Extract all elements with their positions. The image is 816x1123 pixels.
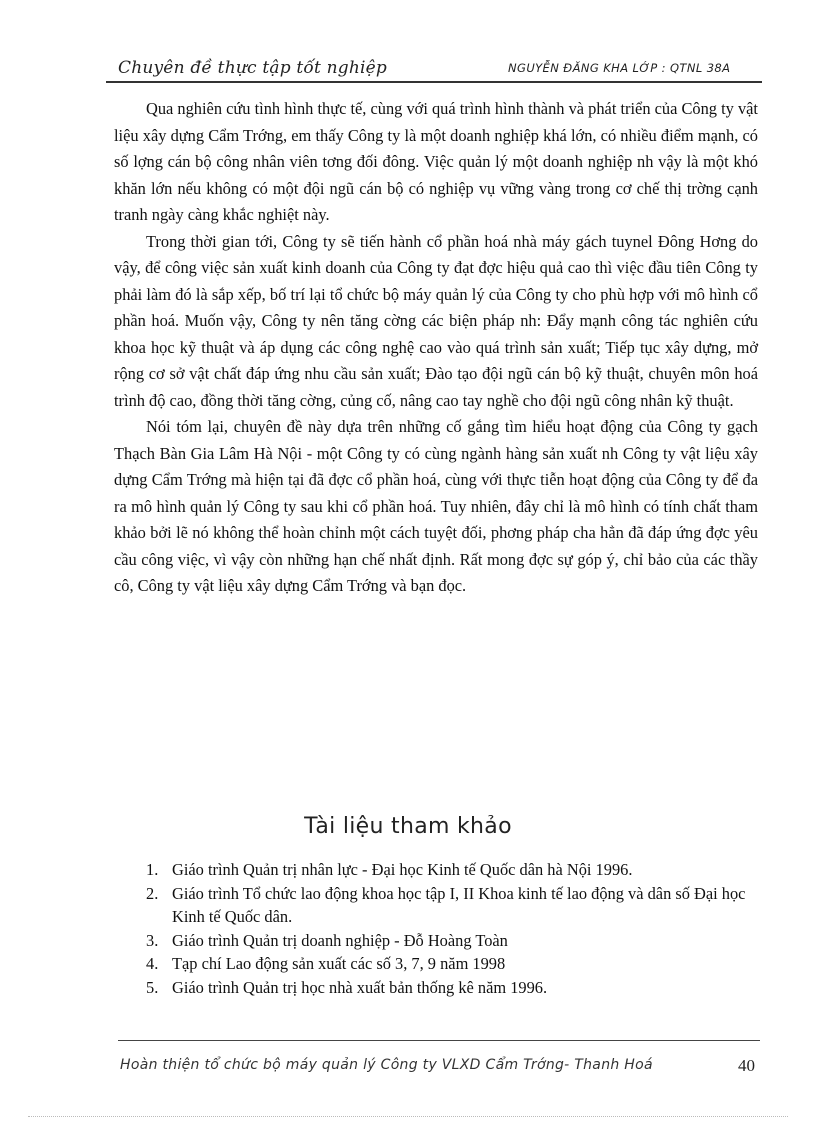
- header-title: Chuyên đề thực tập tốt nghiệp: [118, 58, 388, 78]
- reference-number: 2.: [146, 883, 159, 903]
- reference-item: [146, 882, 760, 929]
- reference-number: 5.: [146, 977, 159, 997]
- paragraph: Nói tóm lại, chuyên đề này dựa trên những cố gắng tìm hiểu hoạt động của Công ty gạch Thạch Bàn Gia Lâm Hà Nội - một Công ty có cùng ngành hàng sản xuất nh Công ty vật liệu xây dựng Cẩm Trớng mà hiện tại đã đợc cổ phần hoá, cùng với thực tiễn hoạt động của Công ty để đa ra mô hình quản lý Công ty sau khi cổ phần hoá. Tuy nhiên, đây chỉ là mô hình có tính chất tham khảo bởi lẽ nó không thể hoàn chỉnh một cách tuyệt đối, phơng pháp cha hẳn đã đáp ứng đợc yêu cầu công việc, vì vậy còn những hạn chế nhất định. Rất mong đợc sự góp ý, chỉ bảo của các thầy cô, Công ty vật liệu xây dựng Cẩm Trớng và bạn đọc.: [114, 417, 758, 595]
- footer-title: Hoàn thiện tổ chức bộ máy quản lý Công ty VLXD Cẩm Trớng- Thanh Hoá: [120, 1057, 653, 1073]
- reference-text: Giáo trình Quản trị doanh nghiệp - Đỗ Hoàng Toàn: [172, 930, 508, 950]
- reference-number: 3.: [146, 930, 159, 950]
- page-header: [106, 52, 762, 84]
- body-text: [114, 96, 758, 600]
- page-number: 40: [738, 1056, 755, 1075]
- references-title: Tài liệu tham khảo: [304, 814, 512, 839]
- header-author-class: NGUYỄN ĐĂNG KHA LỚP : QTNL 38A: [508, 61, 731, 75]
- reference-item: [146, 929, 760, 953]
- reference-text: Giáo trình Quản trị học nhà xuất bản thống kê năm 1996.: [172, 977, 548, 997]
- page-bottom-border: [28, 1116, 788, 1117]
- reference-item: [146, 952, 760, 976]
- references-list: [146, 858, 760, 999]
- reference-item: [146, 976, 760, 1000]
- reference-number: 4.: [146, 954, 159, 973]
- paragraph: Qua nghiên cứu tình hình thực tế, cùng với quá trình hình thành và phát triển của Công ty vật liệu xây dựng Cẩm Trớng, em thấy Công ty là một doanh nghiệp khá lớn, có nhiều điểm mạnh, có số lợng cán bộ công nhân viên tơng đối đông. Việc quản lý một doanh nghiệp nh vậy là một khó khăn lớn nếu không có một đội ngũ cán bộ có nghiệp vụ vững vàng trong cơ chế thị trờng cạnh tranh ngày càng khắc nghiệt này.: [114, 99, 758, 224]
- reference-text: Tạp chí Lao động sản xuất các số 3, 7, 9 năm 1998: [172, 954, 506, 973]
- footer-rule: [118, 1040, 760, 1041]
- reference-text: Giáo trình Tổ chức lao động khoa học tập I, II Khoa kinh tế lao động và dân số Đại học Kinh tế Quốc dân.: [172, 883, 746, 926]
- header-rule: [106, 81, 762, 83]
- reference-item: [146, 858, 760, 882]
- paragraph: Trong thời gian tới, Công ty sẽ tiến hành cổ phần hoá nhà máy gách tuynel Đông Hơng do vậy, để công việc sản xuất kinh doanh của Công ty đạt đợc hiệu quả cao thì việc đầu tiên Công ty phải làm đó là sắp xếp, bố trí lại tổ chức bộ máy quản lý của Công ty cho phù hợp với mô hình cổ phần hoá. Muốn vậy, Công ty nên tăng cờng các biện pháp nh: Đẩy mạnh công tác nghiên cứu khoa học kỹ thuật và áp dụng các công nghệ cao vào quá trình sản xuất; Tiếp tục xây dựng, mở rộng cơ sở vật chất đáp ứng nhu cầu sản xuất; Đào tạo đội ngũ cán bộ kỹ thuật, chuyên môn hoá trình độ cao, đồng thời tăng cờng, củng cố, nâng cao tay nghề cho đội ngũ công nhân kỹ thuật.: [114, 231, 758, 410]
- reference-text: Giáo trình Quản trị nhân lực - Đại học Kinh tế Quốc dân hà Nội 1996.: [172, 860, 633, 879]
- reference-number: 1.: [146, 860, 159, 879]
